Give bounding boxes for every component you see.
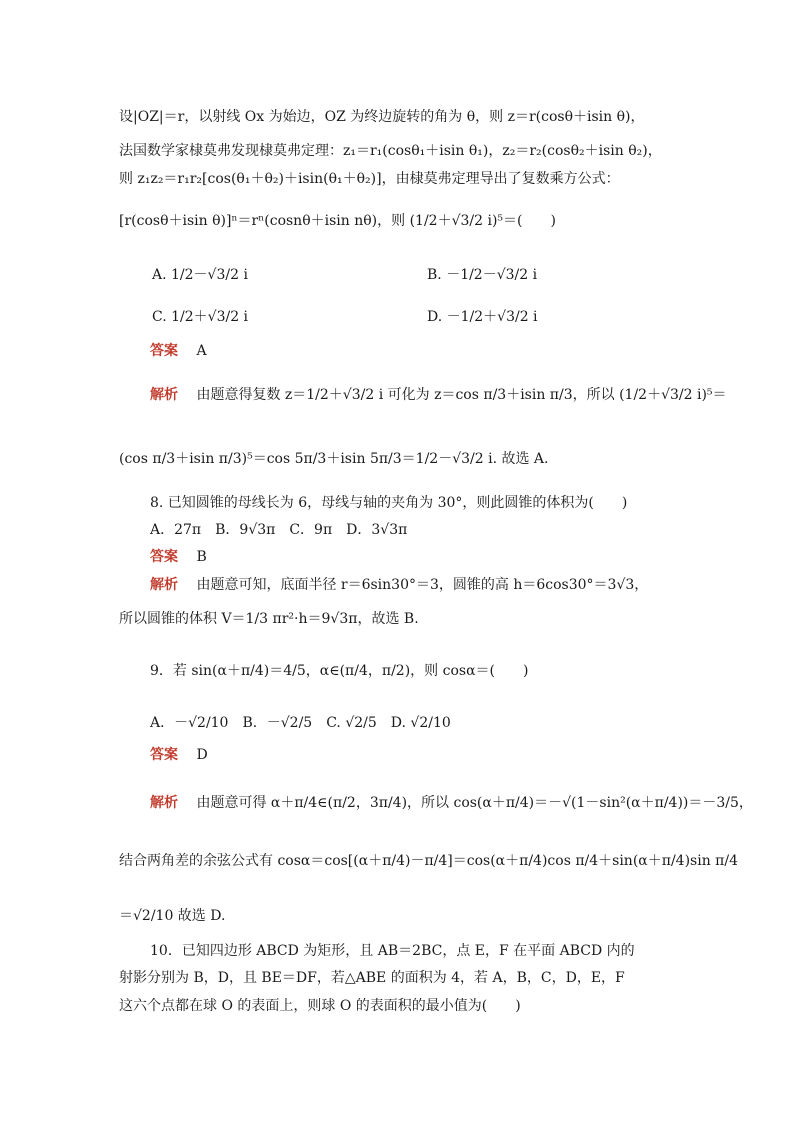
q8-stem: 8. 已知圆锥的母线长为 6，母线与轴的夹角为 30°，则此圆锥的体积为( ) <box>150 495 628 511</box>
q9-analysis-2: 结合两角差的余弦公式有 cosα＝cos[(α＋π/4)－π/4]＝cos(α＋π/4)cos π/4＋sin(α＋π/4)sin π/4 <box>119 853 738 869</box>
answer-label: 答案 <box>150 747 178 763</box>
q7-answer-value: A <box>196 343 207 359</box>
q9-analysis-3: ＝√2/10 故选 D. <box>119 908 226 924</box>
q7-option-d: D. －1/2＋√3/2 i <box>427 309 538 325</box>
q9-answer <box>150 744 694 766</box>
q10-line-1: 10．已知四边形 ABCD 为矩形，且 AB＝2BC，点 E，F 在平面 ABCD 内的 <box>150 943 635 959</box>
q7-option-a: A. 1/2－√3/2 i <box>152 267 248 283</box>
q9-answer-value: D <box>196 747 208 763</box>
q8-answer <box>150 546 694 568</box>
q7-analysis-2: (cos π/3＋isin π/3)⁵＝cos 5π/3＋isin 5π/3＝1/2－√3/2 i. 故选 A. <box>119 451 549 467</box>
q9-options: A．－√2/10 B．－√2/5 C. √2/5 D. √2/10 <box>150 715 451 731</box>
q8-answer-value: B <box>196 549 207 565</box>
analysis-label: 解析 <box>150 795 178 811</box>
answer-label: 答案 <box>150 549 178 565</box>
intro-line-4: [r(cosθ＋isin θ)]ⁿ＝rⁿ(cosnθ＋isin nθ)，则 (1/2＋√3/2 i)⁵＝( ) <box>119 213 556 229</box>
q9-stem: 9．若 sin(α＋π/4)＝4/5，α∈(π/4，π/2)，则 cosα＝( ) <box>150 663 529 679</box>
q8-options: A．27π B．9√3π C．9π D．3√3π <box>150 522 408 538</box>
intro-line-2: 法国数学家棣莫弗发现棣莫弗定理：z₁＝r₁(cosθ₁＋isin θ₁)，z₂＝r₂(cosθ₂＋isin θ₂)， <box>119 143 662 159</box>
q9-analysis-1: 解析 由题意可得 α＋π/4∈(π/2，3π/4)，所以 cos(α＋π/4)＝－√(1－sin²(α＋π/4))＝－3/5， <box>150 795 753 811</box>
intro-line-1: 设|OZ|＝r，以射线 Ox 为始边，OZ 为终边旋转的角为 θ，则 z＝r(cosθ＋isin θ)， <box>119 109 645 125</box>
q10-line-2: 射影分别为 B，D，且 BE＝DF，若△ABE 的面积为 4，若 A，B，C，D，E，F <box>119 970 625 986</box>
q7-option-c: C. 1/2＋√3/2 i <box>152 309 249 325</box>
q7-answer <box>150 340 694 362</box>
analysis-label: 解析 <box>150 387 178 403</box>
q10-line-3: 这六个点都在球 O 的表面上，则球 O 的表面积的最小值为( ) <box>119 998 521 1014</box>
answer-label: 答案 <box>150 343 178 359</box>
q7-option-b: B. －1/2－√3/2 i <box>427 267 538 283</box>
intro-line-3: 则 z₁z₂＝r₁r₂[cos(θ₁＋θ₂)＋isin(θ₁＋θ₂)]，由棣莫弗定理导出了复数乘方公式： <box>119 171 620 187</box>
q8-analysis-1: 解析 由题意可知，底面半径 r＝6sin30°＝3，圆锥的高 h＝6cos30°＝3√3， <box>150 577 649 593</box>
q8-analysis-2: 所以圆锥的体积 V＝1/3 πr²·h＝9√3π，故选 B. <box>119 611 419 627</box>
q7-analysis-1: 解析 由题意得复数 z＝1/2＋√3/2 i 可化为 z＝cos π/3＋isin π/3，所以 (1/2＋√3/2 i)⁵＝ <box>150 387 727 403</box>
analysis-label: 解析 <box>150 577 178 593</box>
